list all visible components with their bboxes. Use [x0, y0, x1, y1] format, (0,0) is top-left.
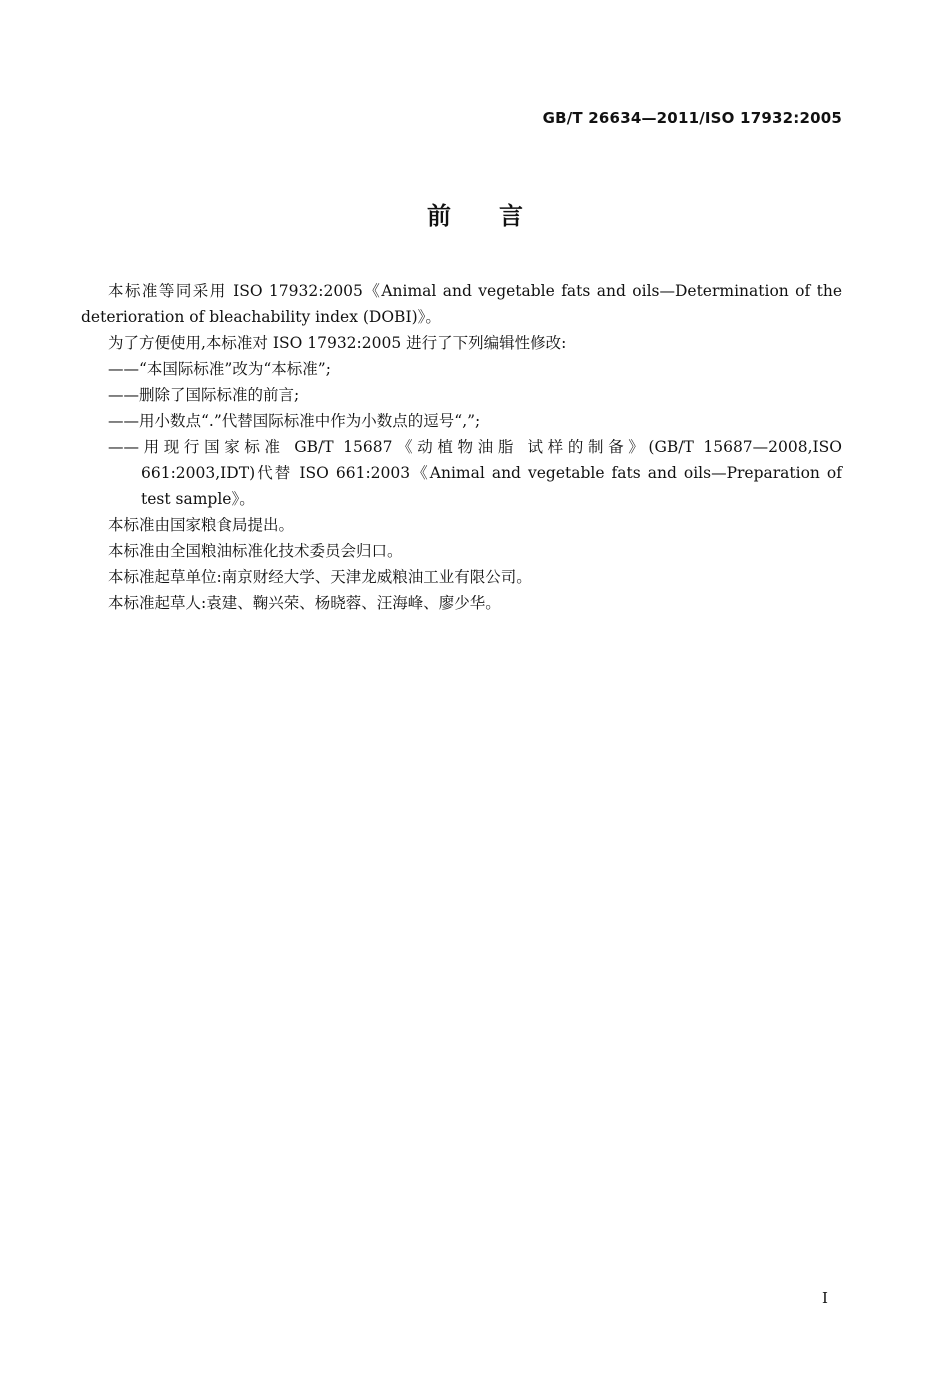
drafters-paragraph: 本标准起草人:袁建、鞠兴荣、杨晓蓉、汪海峰、廖少华。	[108, 594, 501, 612]
edit-item: ——删除了国际标准的前言;	[108, 386, 300, 404]
edit-item: ——用现行国家标准 GB/T 15687《动植物油脂 试样的制备》(GB/T 15687—2008,ISO 661:2003,IDT)代替 ISO 661:2003《Animal and vegetable fats and oils—Preparation of test sample》。	[108, 438, 842, 508]
edit-item: ——“本国际标准”改为“本标准”;	[108, 360, 331, 378]
edit-item: ——用小数点“.”代替国际标准中作为小数点的逗号“,”;	[108, 412, 481, 430]
standard-code: GB/T 26634—2011/ISO 17932:2005	[542, 109, 842, 127]
adoption-paragraph	[81, 278, 842, 330]
page-title: 前言	[427, 202, 571, 230]
foreword-body	[81, 278, 842, 616]
managed-by-paragraph: 本标准由全国粮油标准化技术委员会归口。	[108, 542, 403, 560]
page-number: I	[822, 1289, 828, 1307]
drafting-units-paragraph: 本标准起草单位:南京财经大学、天津龙威粮油工业有限公司。	[108, 568, 532, 586]
edit-intro-paragraph: 为了方便使用,本标准对 ISO 17932:2005 进行了下列编辑性修改:	[108, 334, 567, 352]
adoption-text: 本标准等同采用 ISO 17932:2005《Animal and vegetable fats and oils—Determination of the deterioration of bleachability index (DOBI)》。	[81, 282, 842, 326]
proposed-by-paragraph: 本标准由国家粮食局提出。	[108, 516, 295, 534]
